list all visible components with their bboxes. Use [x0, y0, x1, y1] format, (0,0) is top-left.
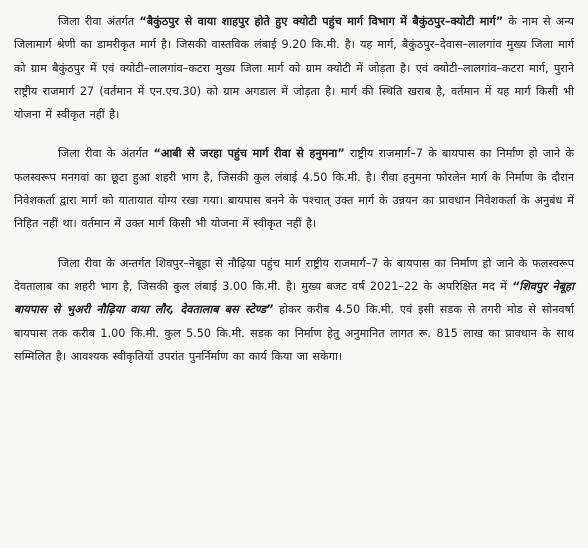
paragraph-1 [14, 10, 574, 126]
paragraph-1-run-1: जिला रीवा अंतर्गत [58, 15, 140, 28]
paragraph-2-run-1: जिला रीवा के अंतर्गत [58, 147, 154, 161]
paragraph-2-run-3: राष्ट्रीय राजमार्ग–7 के बायपास का निर्माण हो जाने के फलस्वरूप मनगवां का छूटा हुआ शहरी भाग है, जिसकी कुल लंबाई 4.50 कि.मी. है। रीवा हनुमना फोरलेन मार्ग के निर्माण के दौरान निवेशकर्ता द्वारा मार्ग को यातायात योग्य रखा गया। बायपास बनने के पश्चात् उक्त मार्ग के उन्नयन का प्रावधान निवेशकर्ता के अनुबंध में निहित नहीं था। वर्तमान में उक्त मार्ग किसी भी योजना में स्वीकृत नहीं है। [14, 147, 574, 231]
paragraph-3-run-1: जिला रीवा के अन्तर्गत शिवपुर–नेबूहा से नौढ़िया पहुंच मार्ग राष्ट्रीय राजमार्ग–7 के बायपास का निर्माण हो जाने के फलस्वरूप देवतालाब का शहरी भाग है, जिसकी कुल लंबाई 3.00 कि.मी. है। मुख्य बजट वर्ष 2021–22 के अपरिक्षित मद में [14, 256, 574, 293]
paragraph-2 [14, 142, 574, 235]
paragraph-3-road-name: “शिवपुर नेबूहा बायपास से भुअरी नौढ़िया वाया लौर, देवतालाब बस स्टेण्ड” [14, 279, 574, 317]
paragraph-3-run-3: होकर करीब 4.50 कि.मी. एवं इसी सडक से तगरी मोड से सोनवर्षा बायपास तक करीब 1.00 कि.मी. कुल 5.50 कि.मी. सडक का निर्माण हेतु अनुमानित लागत रू. 815 लाख का प्रावधान के साथ सम्मिलित है। आवश्यक स्वीकृतियों उपरांत पुनर्निर्माण का कार्य किया जा सकेगा। [14, 303, 575, 363]
paragraph-1-run-3: के नाम से अन्य जिलामार्ग श्रेणी का डामरीकृत मार्ग है। जिसकी वास्तविक लंबाई 9.20 कि.मी. है। यह मार्ग, बैकुंठपुर–देवास–लालगांव मुख्य जिला मार्ग को ग्राम बैकुंठपुर में एवं क्योटी–लालगांव–कटरा मुख्य जिला मार्ग को ग्राम क्योटी में जोड़ता है। एवं क्योटी–लालगांव–कटरा मार्ग, पुराने राष्ट्रीय राजमार्ग 27 (वर्तमान में एन.एच.30) को ग्राम अगडाल में जोड़ता है। मार्ग की स्थिति खराब है, वर्तमान में यह मार्ग किसी भी योजना में स्वीकृत नहीं है। [14, 15, 575, 122]
paragraph-3 [14, 252, 574, 368]
paragraph-1-road-name: “बैकुंठपुर से वाया शाहपुर होते हुए क्योटी पहुंच मार्ग विभाग में बैकुंठपुर–क्योटी मार्ग” [139, 15, 504, 28]
paragraph-2-road-name: “आबी से जरहा पहुंच मार्ग रीवा से हनुमना” [153, 147, 345, 161]
